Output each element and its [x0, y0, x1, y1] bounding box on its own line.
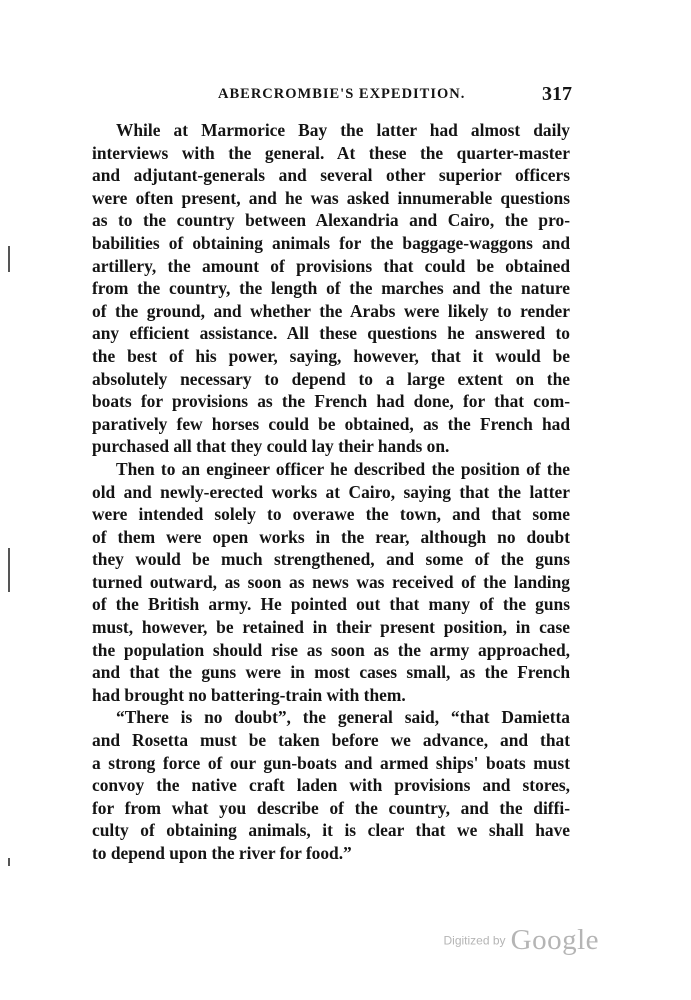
text-line: were often present, and he was asked innumerable questions	[92, 187, 570, 208]
text-line: convoy the native craft laden with provisions and stores,	[92, 775, 570, 796]
running-title: ABERCROMBIE'S EXPEDITION.	[218, 86, 466, 102]
text-line: as to the country between Alexandria and Cairo, the pro-	[92, 210, 570, 231]
text-line: old and newly-erected works at Cairo, saying that the latter	[92, 481, 570, 502]
page-number: 317	[542, 83, 572, 105]
text-line: must, however, be retained in their present position, in case	[92, 617, 570, 638]
text-line: they would be much strengthened, and some of the guns	[92, 549, 570, 570]
text-line: “There is no doubt”, the general said, “that Damietta	[116, 707, 570, 728]
text-line: Then to an engineer officer he described the position of the	[116, 458, 570, 479]
text-line: from the country, the length of the marches and the nature	[92, 278, 570, 299]
text-line: artillery, the amount of provisions that could be obtained	[92, 255, 570, 276]
text-line: were intended solely to overawe the town, and that some	[92, 504, 570, 525]
text-line: babilities of obtaining animals for the baggage-waggons and	[92, 232, 570, 253]
text-line: for from what you describe of the country, and the diffi-	[92, 797, 570, 818]
text-line: to depend upon the river for food.”	[92, 843, 352, 863]
running-head	[92, 83, 572, 112]
text-line: and adjutant-generals and several other superior officers	[92, 165, 570, 186]
scan-margin-mark	[8, 246, 10, 272]
text-line: of them were open works in the rear, although no doubt	[92, 526, 570, 547]
text-line: While at Marmorice Bay the latter had almost daily	[116, 120, 570, 140]
text-line: absolutely necessary to depend to a large extent on the	[92, 368, 570, 389]
text-line: and Rosetta must be taken before we advance, and that	[92, 730, 570, 751]
scan-margin-mark	[8, 858, 10, 866]
text-line: purchased all that they could lay their hands on.	[92, 436, 450, 457]
watermark-prefix: Digitized by	[443, 933, 506, 948]
text-line: turned outward, as soon as news was received of the landing	[92, 571, 570, 592]
text-line: interviews with the general. At these the quarter-master	[92, 142, 570, 163]
text-line: culty of obtaining animals, it is clear that we shall have	[92, 820, 570, 841]
digitized-by-google-watermark	[444, 924, 600, 957]
text-line: paratively few horses could be obtained, as the French had	[92, 413, 570, 434]
scan-margin-mark	[8, 548, 10, 592]
text-line: and that the guns were in most cases small, as the French	[92, 662, 570, 683]
text-line: the population should rise as soon as the army approached,	[92, 639, 570, 660]
google-logo: Google	[510, 924, 599, 956]
text-line: a strong force of our gun-boats and armed ships' boats must	[92, 752, 570, 773]
text-line: the best of his power, saying, however, that it would be	[92, 345, 570, 366]
text-line: of the ground, and whether the Arabs were likely to render	[92, 300, 570, 321]
text-line: boats for provisions as the French had done, for that com-	[92, 391, 570, 412]
text-line: of the British army. He pointed out that many of the guns	[92, 594, 570, 615]
text-line: any efficient assistance. All these questions he answered to	[92, 323, 570, 344]
text-line: had brought no battering-train with them.	[92, 684, 406, 705]
body-text	[92, 119, 570, 865]
